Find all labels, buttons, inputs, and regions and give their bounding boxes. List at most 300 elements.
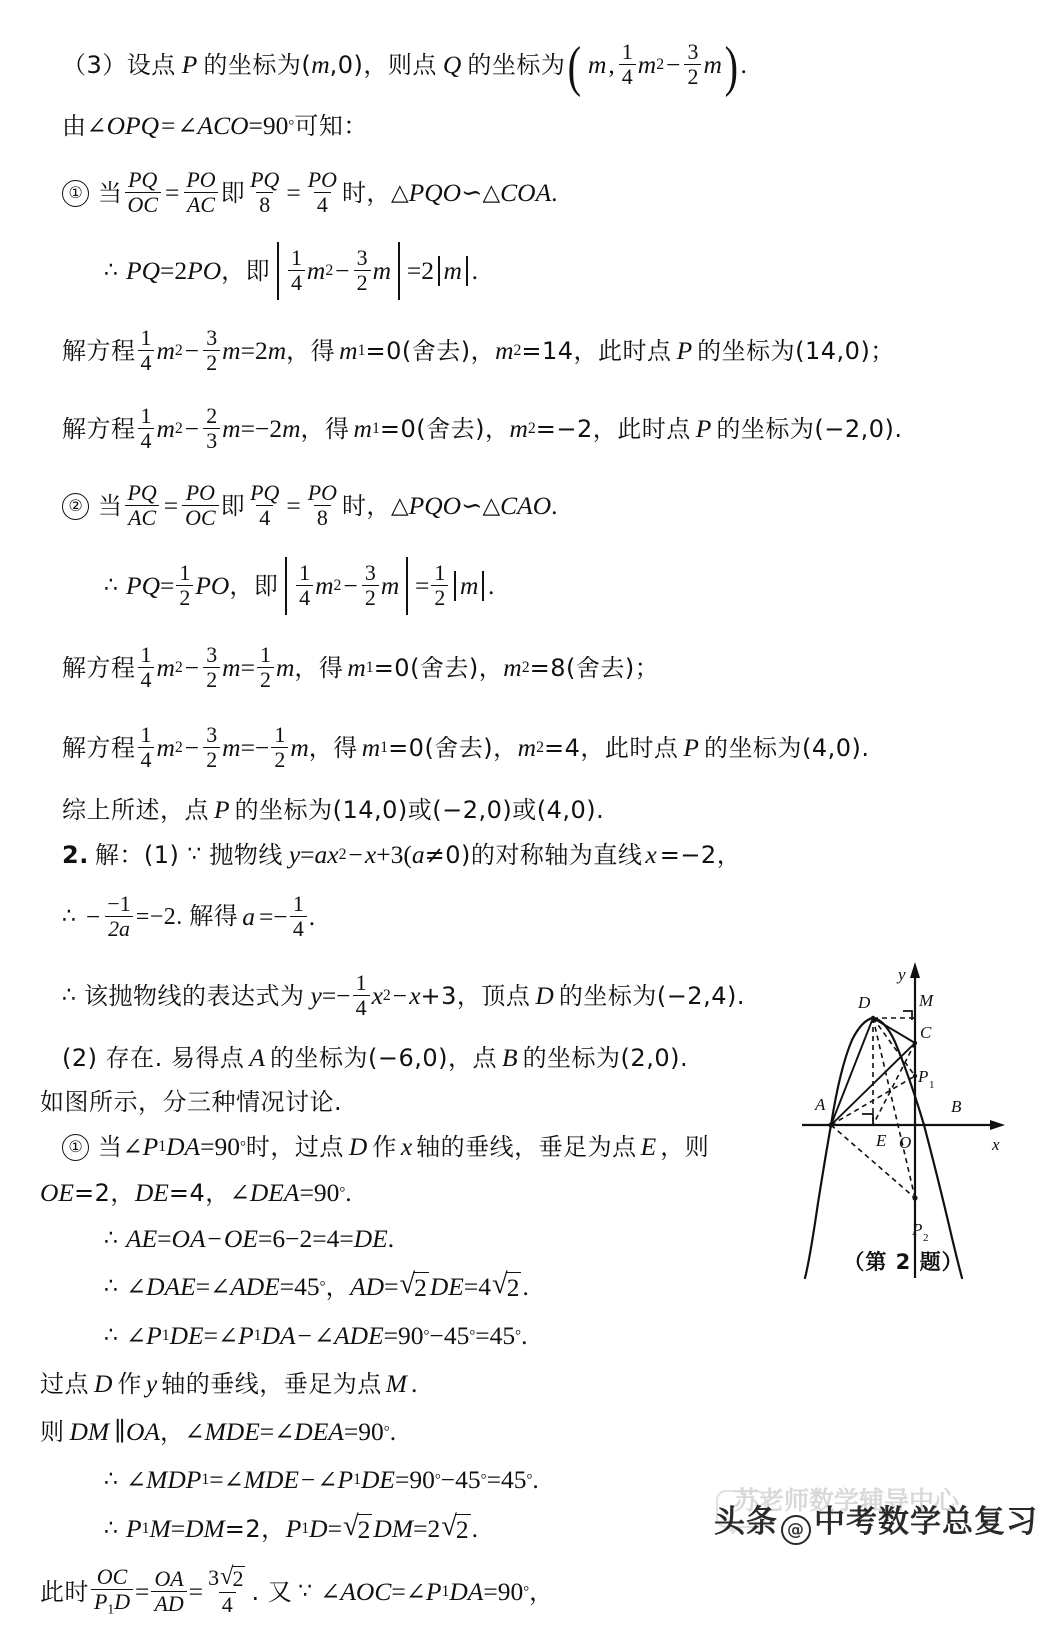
period: . [387,1223,395,1253]
seg-OA: OA [171,1223,206,1253]
text-run: ， [529,1577,554,1606]
text-run: =0(舍去)， [379,414,510,443]
text-run: =0(舍去)， [373,653,504,682]
text-run: 即 [220,178,246,207]
fraction-1-4: $\frac{1}{4}$ [138,644,155,691]
figure-caption: （第 2 题） [843,1250,964,1274]
period: . [411,1368,418,1398]
text-run: （3）设点 [62,50,176,79]
seg-DM: DM [185,1513,225,1543]
solution-body [40,34,1007,1630]
equals: = [135,1576,150,1606]
subscript: 1 [253,1327,262,1345]
fraction-OA-AD: $\frac{OA}{AD}$ [151,1568,186,1615]
equals: = [415,570,430,600]
value: =90 [299,1177,340,1207]
var-P: P [425,1576,442,1606]
equals: = [170,1513,186,1543]
equals: = [195,1271,211,1301]
var-Q: Q [442,49,462,79]
value: =90 [200,1131,240,1161]
math-line-22 [40,1360,1007,1408]
seg-DM: DM [373,1513,414,1543]
text-run: ，得 [294,653,344,682]
text-run: ，则 [660,1132,710,1161]
var-m: m [156,335,175,365]
period: . [308,901,316,931]
subscript: 1 [141,1520,150,1538]
equals: = [286,490,301,520]
equals-neg-2: =−2 [240,413,283,443]
degree-sign: ° [480,1471,487,1488]
subscript: 1 [158,1138,167,1156]
watermark-handle: 中考数学总复习 [814,1504,1038,1540]
figure-label-C: C [920,1023,932,1042]
math-line-9 [62,628,1007,708]
angle-symbol: ∠ [122,1134,143,1161]
degree-sign: ° [515,1327,522,1344]
seg-PO: PO [195,570,230,600]
text-run: 抛物线 [209,840,283,869]
comma: , [608,49,615,79]
seg-AD: AD [350,1271,385,1301]
var-x: x [409,980,421,1010]
equals: = [327,1513,342,1543]
var-D: D [348,1131,368,1161]
minus: − [300,1464,316,1494]
angle-symbol: ∠ [86,113,107,140]
equals: = [300,839,315,869]
text-run: ，得 [308,733,358,762]
angle-symbol: ∠ [210,1274,231,1301]
text-run: 解方程 [62,336,136,365]
plus-3: +3( [376,839,412,869]
fraction-1-4: $\frac{1}{4}$ [138,724,155,771]
var-m1: m [339,335,358,365]
therefore-symbol: ∴ [62,903,76,929]
text-run: =2， [74,1178,135,1207]
abs-bar-left-small [438,256,440,286]
var-P: P [285,1513,302,1543]
abs-bar-right-small [482,571,484,601]
value: =90 [394,1464,435,1494]
triangle-CAO: CAO [500,490,552,520]
fraction-1-4: $\frac{1}{4}$ [288,247,305,294]
fraction-PO-OC: $\frac{PO}{OC}$ [182,482,218,529]
seg-OE: OE [40,1177,74,1207]
var-M: M [149,1513,171,1543]
angle-ADE: ADE [334,1320,384,1350]
comma: ， [325,1272,351,1301]
triangle-PQO: PQO [408,490,462,520]
degree-sign: ° [339,1184,346,1201]
degree-sign: ° [239,1138,246,1155]
period: . [471,255,478,285]
var-a: a [411,839,425,869]
text-run: 的坐标为(−2,4). [558,981,745,1010]
figure-label-O: O [899,1133,912,1152]
angle-ADE: ADE [230,1271,280,1301]
seg-DE: DE [353,1223,388,1253]
math-line-6 [62,390,1007,468]
angle-AOC: AOC [340,1576,392,1606]
similar-symbol: ∽ [461,490,483,520]
angle-DEA: DEA [249,1177,300,1207]
fraction-PO-AC: $\frac{PO}{AC}$ [183,169,218,216]
angle-DEA: DEA [294,1416,344,1446]
equals-2: =2 [406,255,434,285]
math-line-3 [62,156,1007,230]
therefore-symbol: ∴ [104,1466,118,1492]
math-line-11 [62,788,1007,832]
var-P: P [676,335,693,365]
seg-OE: OE [223,1223,258,1253]
text-run: ≠0)的对称轴为直线 [424,840,643,869]
text-run: 即 [220,491,246,520]
equals: = [188,1576,204,1606]
period: . [740,49,747,79]
angle-symbol: ∠ [177,113,198,140]
subscript: 2 [521,659,530,677]
period: . [551,490,558,520]
fraction-1-4: $\frac{1}{4}$ [353,972,370,1019]
figure-label-x: x [992,1135,1000,1154]
seg-DA: DA [449,1576,484,1606]
fraction-PO-8: $\frac{PO}{8}$ [307,479,337,530]
fraction-3-2: $\frac{3}{2}$ [203,724,220,771]
var-m: m [588,49,607,79]
equals: = [161,110,176,140]
var-m2: m [495,335,514,365]
angle-MDE: MDE [243,1464,299,1494]
var-m: m [637,49,657,79]
text-run: ，得 [300,414,350,443]
enum-circle-2: ② [62,493,89,520]
text-run: 的坐标为(14,0)或(−2,0)或(4,0). [234,795,605,824]
therefore-symbol: ∴ [104,1225,118,1251]
var-m2: m [509,413,528,443]
value: =90 [248,110,289,140]
fraction-PQ-4: $\frac{PQ}{4}$ [250,479,280,530]
triangle-symbol: △ [482,180,501,206]
seg-DA: DA [261,1320,296,1350]
var-P: P [683,732,699,762]
angle-symbol: ∠ [317,1467,338,1494]
exponent: 2 [325,262,334,280]
degree-sign: ° [288,117,295,134]
degree-sign: ° [319,1278,326,1295]
var-m: m [222,652,241,682]
equals: = [391,1576,406,1606]
var-x: x [645,839,657,869]
value: =90 [343,1416,384,1446]
angle-ACO: ACO [197,110,249,140]
text-run: =0(舍去)， [365,336,496,365]
text-run: 时， [341,491,391,520]
equals: = [163,490,179,520]
figure-label-P2: P [912,1220,923,1239]
angle-symbol: ∠ [184,1419,205,1446]
value: =45 [486,1464,527,1494]
geometry-figure [800,958,1007,1290]
math-line-5 [62,312,1007,390]
text-run: 时， [341,178,391,207]
equals-2: =2 [413,1513,441,1543]
var-B: B [501,1042,518,1072]
similar-symbol: ∽ [461,177,483,207]
value: =45 [279,1271,320,1301]
fraction-1-4: $\frac{1}{4}$ [290,893,307,940]
comma: ， [159,1417,185,1446]
fraction-1-2: $\frac{1}{2}$ [257,644,274,691]
enum-circle-1: ① [62,180,89,207]
angle-symbol: ∠ [217,1323,239,1350]
var-D: D [309,1513,328,1543]
figure-label-y: y [898,965,906,984]
var-D: D [94,1368,113,1398]
var-m1: m [361,732,381,762]
text-run: =4， [168,1178,230,1207]
math-line-2 [62,96,1007,156]
fraction-PO-4: $\frac{PO}{4}$ [307,166,337,217]
fraction-1-4: $\frac{1}{4}$ [296,562,313,609]
text-run: 的坐标为(−6,0)，点 [269,1043,497,1072]
seg-DA: DA [166,1131,201,1161]
parallel-symbol: ∥ [114,1416,126,1446]
subscript: 1 [380,739,389,757]
var-m1: m [353,413,372,443]
text-run: 如图所示，分三种情况讨论. [40,1087,343,1116]
angle-symbol: ∠ [405,1579,426,1606]
text-run: 作 [372,1132,397,1161]
period: . [471,1513,479,1543]
text-run: 解：(1) [94,840,180,869]
math-line-23 [40,1408,1007,1456]
var-m: m [222,732,241,762]
equals: = [259,1416,275,1446]
subscript: 1 [441,1583,450,1601]
text-run: 当 [98,1132,123,1161]
value: −45 [429,1320,470,1350]
text-run: 轴的垂线，垂足为点 [161,1369,382,1398]
fraction-1-2: $\frac{1}{2}$ [271,724,288,771]
var-P: P [181,49,198,79]
fraction-3-2: $\frac{3}{2}$ [203,644,220,691]
triangle-symbol: △ [390,493,409,519]
therefore-symbol: ∴ [104,572,118,598]
text-run: 轴的垂线，垂足为点 [416,1132,637,1161]
var-m: m [443,255,462,285]
subscript: 2 [513,342,522,360]
text-run: (2) 存在. 易得点 [62,1043,245,1072]
sqrt-2: √ 2 [441,1510,469,1544]
abs-bar-right [406,557,408,615]
math-line-26 [40,1554,1007,1630]
degree-sign: ° [434,1471,441,1488]
fraction-3-2: $\frac{3}{2}$ [684,41,701,88]
angle-MDE: MDE [204,1416,260,1446]
text-run: =8(舍去)； [529,653,660,682]
text-run: 的坐标为(2,0). [522,1043,689,1072]
text-run: ,0)，则点 [329,50,437,79]
exponent: 2 [333,577,342,595]
var-y: y [288,839,301,869]
equals: = [160,570,175,600]
var-m: m [703,49,722,79]
minus: − [335,255,350,285]
figure-label-E: E [876,1131,887,1150]
subscript: 1 [365,659,374,677]
text-run: =−2，此时点 [535,414,691,443]
subscript: 1 [357,342,366,360]
equals-4: =4 [463,1271,492,1301]
var-P: P [146,1320,162,1350]
degree-sign: ° [526,1471,533,1488]
watermark-ghost-text: 苏老师数学辅导中心 [734,1486,960,1515]
angle-symbol: ∠ [223,1467,244,1494]
text-run: =−2. 解得 [135,903,239,930]
angle-symbol: ∠ [126,1274,147,1301]
text-run: 作 [117,1369,142,1398]
value: −45 [440,1464,481,1494]
text-run: 的坐标为(14,0)； [697,336,895,365]
angle-symbol: ∠ [320,1579,341,1606]
sqrt-2: √ 2 [342,1510,371,1544]
var-x: x [371,980,383,1010]
text-run: ，得 [286,336,336,365]
at-icon: @ [781,1515,811,1545]
var-M: M [385,1368,407,1398]
minus: − [184,652,200,682]
fraction-PQ-8: $\frac{PQ}{8}$ [250,166,280,217]
minus: − [207,1223,222,1253]
exponent: 2 [174,420,183,438]
var-m: m [156,652,175,682]
var-A: A [249,1042,265,1072]
equals: = [286,177,301,207]
value: =90 [383,1320,424,1350]
therefore-symbol: ∴ [104,1273,118,1299]
var-m: m [282,413,301,443]
text-run: 的坐标为( [203,50,312,79]
minus: − [184,732,200,762]
seg-DE: DE [169,1320,204,1350]
watermark [714,1496,1038,1542]
text-run: 可知： [294,111,368,140]
angle-symbol: ∠ [126,1467,147,1494]
var-m: m [156,732,175,762]
fraction-1-4: $\frac{1}{4}$ [138,327,155,374]
fraction-3-2: $\frac{3}{2}$ [354,247,371,294]
text-run: 解方程 [62,414,136,443]
therefore-symbol: ∴ [104,1515,118,1541]
triangle-symbol: △ [482,493,501,519]
subscript: 1 [371,420,380,438]
triangle-COA: COA [500,177,552,207]
exponent: 2 [174,659,183,677]
seg-DM: DM [69,1416,110,1446]
minus: − [348,839,363,869]
period: . [532,1464,539,1494]
value: =6−2=4= [257,1223,354,1253]
math-line-7 [62,468,1007,544]
minus: − [392,980,408,1010]
text-run: +3，顶点 [420,981,531,1010]
text-run: 的坐标为(−2,0). [716,414,903,443]
figure-label-P1: P [918,1067,929,1086]
var-m: m [311,49,330,79]
period: . [521,1320,528,1350]
subscript: 2 [536,739,544,757]
var-x: x [327,839,339,869]
math-line-8 [62,544,1007,628]
text-run: 过点 [40,1369,89,1398]
minus: − [86,901,101,931]
text-run: 由 [62,111,87,140]
sqrt-2: √ 2 [492,1268,520,1302]
text-run: 的坐标为 [467,50,566,79]
var-P: P [126,1513,142,1543]
var-P: P [238,1320,254,1350]
because-symbol: ∵ [187,841,202,867]
text-run: 解方程 [62,733,136,762]
watermark-prefix: 头条 [714,1504,778,1540]
sqrt-2: √ 2 [399,1268,427,1302]
degree-sign: ° [523,1583,530,1600]
seg-PO: PO [187,255,222,285]
var-m: m [315,570,334,600]
text-run: 当 [98,491,123,520]
var-m: m [290,732,309,762]
subscript: 2 [527,420,536,438]
because-symbol: ∵ [298,1578,313,1604]
equals-neg: =− [240,732,270,762]
period: . [522,1271,529,1301]
var-P: P [337,1464,354,1494]
text-run: =14，此时点 [521,336,672,365]
angle-symbol: ∠ [126,1323,147,1350]
var-y: y [145,1368,158,1398]
text-run: 的坐标为(4,0). [703,733,870,762]
angle-symbol: ∠ [313,1323,335,1350]
value: =45 [475,1320,516,1350]
abs-bar-left-small [454,571,456,601]
subscript: 1 [301,1520,310,1538]
fraction-neg1-2a: $\frac{-1}{2a}$ [104,893,133,940]
exponent: 2 [174,739,183,757]
subscript: 1 [161,1327,170,1345]
var-a: a [242,901,256,931]
var-x: x [364,839,377,869]
math-line-10 [62,708,1007,788]
text-run: 解方程 [62,653,136,682]
problem-number: 2. [62,840,89,869]
fraction-2-3: $\frac{2}{3}$ [203,405,220,452]
fraction-3-2: $\frac{3}{2}$ [203,327,220,374]
figure-label-D: D [858,993,871,1012]
minus: − [343,570,358,600]
var-m2: m [517,732,537,762]
var-m: m [372,255,392,285]
abs-bar-left [277,242,279,300]
minus: − [184,413,200,443]
figure-label-A: A [815,1095,826,1114]
equals-neg: =− [259,901,288,931]
equals: = [240,652,255,682]
therefore-symbol: ∴ [104,1322,118,1348]
seg-DE: DE [360,1464,395,1494]
abs-bar-right-small [466,256,468,286]
